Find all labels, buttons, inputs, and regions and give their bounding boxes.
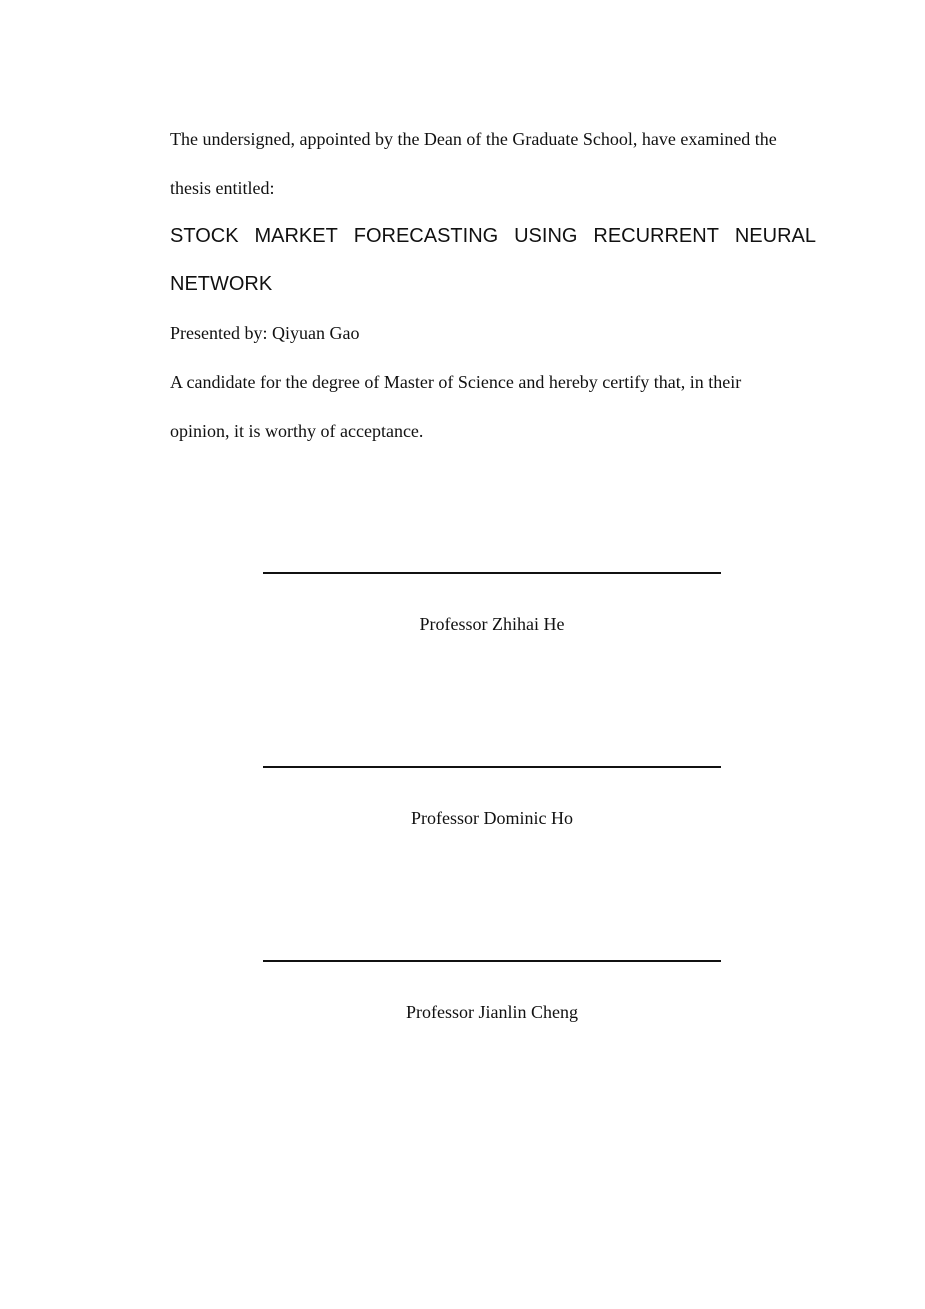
title-word: NEURAL [734,225,816,247]
title-word: RECURRENT [593,225,719,247]
signatory-name: Professor Dominic Ho [411,808,573,828]
title-word: FORECASTING [353,225,499,247]
signatory-name: Professor Zhihai He [419,614,565,634]
intro-line-1: The undersigned, appointed by the Dean of the Graduate School, have examined the [170,129,777,149]
title-word: MARKET [254,225,338,247]
intro-line-2: thesis entitled: [170,178,275,198]
certification-line-2: opinion, it is worthy of acceptance. [170,421,424,441]
thesis-title-line-2: NETWORK [170,273,273,295]
certification-line-1: A candidate for the degree of Master of Science and hereby certify that, in their [170,372,742,392]
title-word: USING [514,225,578,247]
signature-line [263,766,721,768]
thesis-title-line-1 [170,224,816,248]
title-word: STOCK [170,225,239,247]
signatory-name: Professor Jianlin Cheng [406,1002,578,1022]
signature-line [263,572,721,574]
signature-line [263,960,721,962]
presented-by: Presented by: Qiyuan Gao [170,323,360,343]
